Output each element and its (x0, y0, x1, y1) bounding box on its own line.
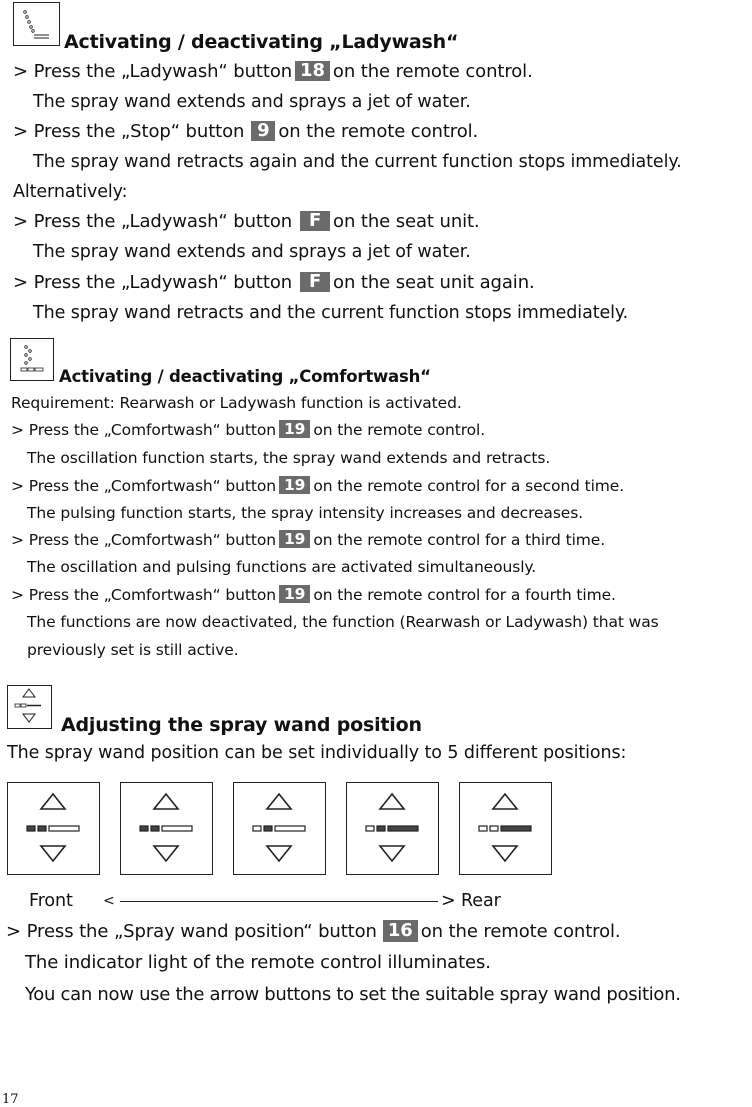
ladywash-step-1 (13, 61, 533, 83)
step-text: on the seat unit. (333, 211, 480, 232)
rear-label: > Rear (441, 891, 501, 911)
comfortwash-result-4: The functions are now deactivated, the function (Rearwash or Ladywash) that was (27, 613, 659, 631)
ladywash-result-1: The spray wand extends and sprays a jet of water. (33, 92, 471, 112)
seat-button-badge: F (300, 272, 330, 292)
step-text: > Press the „Spray wand position“ button (6, 921, 377, 942)
comfortwash-icon (10, 338, 54, 381)
step-text: on the remote control. (278, 121, 479, 142)
comfortwash-step-4 (11, 585, 616, 605)
wand-segment (479, 826, 487, 831)
ladywash-result-2: The spray wand retracts again and the current function stops immediately. (33, 152, 682, 172)
position-5-box (459, 782, 552, 875)
ladywash-step-4 (13, 272, 535, 294)
wand-segment (490, 826, 498, 831)
wand-segment (49, 826, 79, 831)
page-number: 17 (2, 1092, 19, 1107)
step-text: > Press the „Comfortwash“ button (11, 477, 276, 495)
remote-button-badge: 19 (279, 420, 310, 438)
step-text: on the remote control for a third time. (313, 531, 606, 549)
ladywash-result-4: The spray wand retracts and the current function stops immediately. (33, 303, 629, 323)
step-text: > Press the „Comfortwash“ button (11, 421, 276, 439)
comfortwash-result-2: The pulsing function starts, the spray intensity increases and decreases. (27, 504, 584, 522)
remote-button-badge: 19 (279, 530, 310, 548)
remote-button-badge: 19 (279, 585, 310, 603)
spray-wand-heading: Adjusting the spray wand position (61, 714, 422, 736)
step-text: on the remote control. (420, 921, 621, 942)
wand-segment (275, 826, 305, 831)
spray-wand-intro: The spray wand position can be set individually to 5 different positions: (7, 743, 627, 763)
down-arrow-icon (154, 846, 178, 861)
comfortwash-result-1: The oscillation function starts, the spray wand extends and retracts. (27, 449, 551, 467)
comfortwash-heading: Activating / deactivating „Comfortwash“ (59, 367, 431, 386)
down-arrow-icon (493, 846, 517, 861)
comfortwash-step-1 (11, 420, 485, 440)
comfortwash-requirement: Requirement: Rearwash or Ladywash function is activated. (11, 394, 462, 412)
down-arrow-icon (380, 846, 404, 861)
step-text: on the remote control for a fourth time. (313, 586, 616, 604)
step-text: on the remote control. (332, 61, 533, 82)
spray-wand-result-1: The indicator light of the remote control illuminates. (25, 952, 491, 973)
position-1-box (7, 782, 100, 875)
remote-button-badge: 18 (295, 61, 330, 81)
remote-button-badge: 16 (383, 920, 418, 942)
step-text: > Press the „Ladywash“ button (13, 211, 293, 232)
spray-wand-result-2: You can now use the arrow buttons to set the suitable spray wand position. (25, 984, 681, 1005)
step-text: on the remote control. (313, 421, 486, 439)
remote-button-badge: 9 (251, 121, 275, 141)
position-2-box (120, 782, 213, 875)
step-text: on the seat unit again. (333, 272, 535, 293)
comfortwash-result-4b: previously set is still active. (27, 641, 239, 659)
wand-segment (253, 826, 261, 831)
spray-wand-position-icon (7, 685, 52, 729)
step-text: > Press the „Comfortwash“ button (11, 586, 276, 604)
wand-segment (264, 826, 272, 831)
comfortwash-result-3: The oscillation and pulsing functions are activated simultaneously. (27, 558, 537, 576)
front-rear-line (120, 901, 438, 902)
seat-button-badge: F (300, 211, 330, 231)
up-arrow-icon (41, 794, 65, 809)
step-text: > Press the „Ladywash“ button (13, 272, 293, 293)
position-4-box (346, 782, 439, 875)
wand-segment (377, 826, 385, 831)
alternatively-label: Alternatively: (13, 182, 128, 202)
ladywash-heading: Activating / deactivating „Ladywash“ (64, 31, 459, 53)
down-arrow-icon (41, 846, 65, 861)
arrow-left: < (103, 893, 115, 909)
wand-segment (501, 826, 531, 831)
wand-segment (388, 826, 418, 831)
ladywash-step-3 (13, 211, 480, 233)
wand-segment (162, 826, 192, 831)
step-text: > Press the „Comfortwash“ button (11, 531, 276, 549)
wand-segment (27, 826, 35, 831)
up-arrow-icon (267, 794, 291, 809)
ladywash-result-3: The spray wand extends and sprays a jet of water. (33, 242, 471, 262)
comfortwash-step-2 (11, 476, 624, 496)
wand-segment (366, 826, 374, 831)
up-arrow-icon (493, 794, 517, 809)
comfortwash-step-3 (11, 530, 605, 550)
wand-segment (38, 826, 46, 831)
down-arrow-icon (267, 846, 291, 861)
wand-segment (140, 826, 148, 831)
up-arrow-icon (380, 794, 404, 809)
step-text: on the remote control for a second time. (313, 477, 625, 495)
spray-wand-step (6, 920, 621, 943)
remote-button-badge: 19 (279, 476, 310, 494)
step-text: > Press the „Stop“ button (13, 121, 245, 142)
up-arrow-icon (154, 794, 178, 809)
wand-segment (151, 826, 159, 831)
ladywash-step-2 (13, 121, 478, 143)
position-3-box (233, 782, 326, 875)
step-text: > Press the „Ladywash“ button (13, 61, 293, 82)
ladywash-icon (13, 2, 60, 46)
front-label: Front (29, 891, 73, 911)
